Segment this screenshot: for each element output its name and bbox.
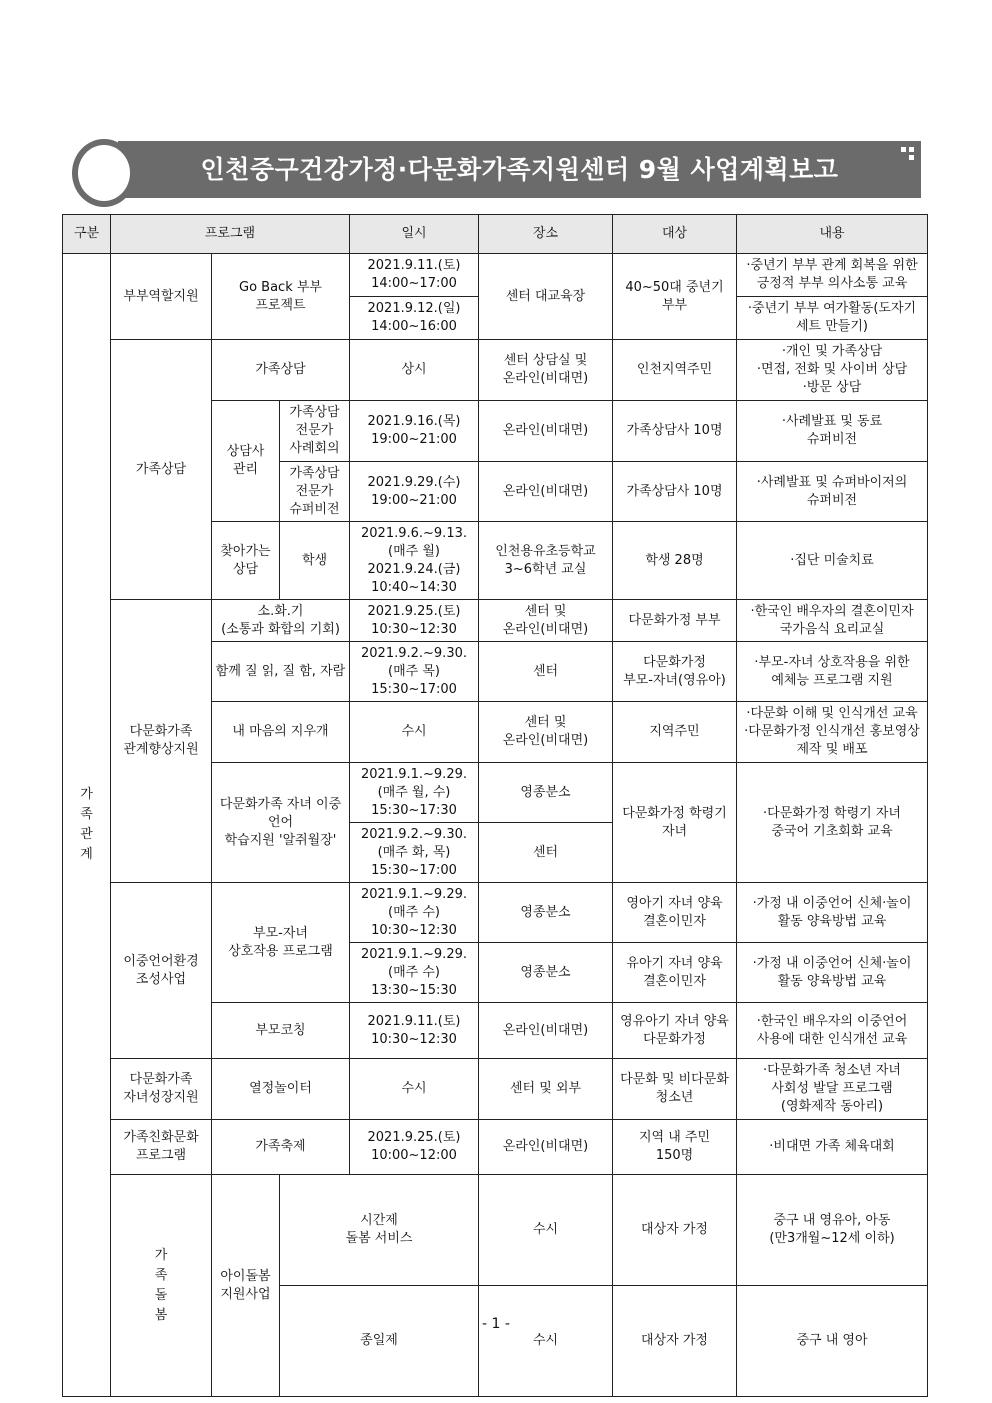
place-cell: 온라인(비대면) bbox=[479, 401, 613, 462]
corner-dots-icon bbox=[901, 147, 915, 161]
content-cell: ·부모-자녀 상호작용을 위한 예체능 프로그램 지원 bbox=[737, 642, 928, 702]
date-cell: 2021.9.25.(토) 10:30~12:30 bbox=[350, 600, 479, 642]
header-place: 장소 bbox=[479, 215, 613, 254]
sub-category: 부부역할지원 bbox=[111, 254, 212, 340]
target-cell: 다문화가정 부부 bbox=[613, 600, 737, 642]
table-row bbox=[63, 1175, 928, 1286]
target-cell: 다문화 및 비다문화 청소년 bbox=[613, 1059, 737, 1120]
content-cell: ·집단 미술치료 bbox=[737, 522, 928, 600]
program-cell: 가족상담 전문가 사례회의 bbox=[280, 401, 350, 462]
header-category: 구분 bbox=[63, 215, 111, 254]
target-cell: 영유아기 자녀 양육 다문화가정 bbox=[613, 1003, 737, 1059]
place-cell: 센터 및 외부 bbox=[479, 1059, 613, 1120]
target-cell: 가족상담사 10명 bbox=[613, 462, 737, 522]
target-cell: 다문화가정 학령기 자녀 bbox=[613, 763, 737, 883]
target-cell: 유아기 자녀 양육 결혼이민자 bbox=[613, 943, 737, 1003]
target-cell: 인천지역주민 bbox=[613, 340, 737, 401]
date-cell: 2021.9.2.~9.30. (매주 목) 15:30~17:00 bbox=[350, 642, 479, 702]
place-cell: 센터 상담실 및 온라인(비대면) bbox=[479, 340, 613, 401]
program-group-cell: 찾아가는 상담 bbox=[212, 522, 280, 600]
place-cell: 센터 bbox=[479, 642, 613, 702]
program-cell: 가족축제 bbox=[212, 1120, 350, 1175]
date-cell: 수시 bbox=[350, 1059, 479, 1120]
header-row bbox=[63, 215, 928, 254]
content-cell: ·중년기 부부 관계 회복을 위한 긍정적 부부 의사소통 교육 bbox=[737, 254, 928, 297]
content-cell: ·중년기 부부 여가활동(도자기 세트 만들기) bbox=[737, 297, 928, 340]
table-row bbox=[63, 883, 928, 943]
sub-category: 다문화가족 자녀성장지원 bbox=[111, 1059, 212, 1120]
category-family-relation: 가족관계 bbox=[63, 254, 111, 1397]
target-cell: 중구 내 영유아, 아동 (만3개월~12세 이하) bbox=[737, 1175, 928, 1286]
program-cell: 가족상담 bbox=[212, 340, 350, 401]
date-cell: 2021.9.1.~9.29. (매주 월, 수) 15:30~17:30 bbox=[350, 763, 479, 823]
date-cell: 2021.9.25.(토) 10:00~12:00 bbox=[350, 1120, 479, 1175]
place-cell: 센터 대교육장 bbox=[479, 254, 613, 340]
content-cell: ·사례발표 및 동료 슈퍼비전 bbox=[737, 401, 928, 462]
date-cell: 수시 bbox=[350, 702, 479, 763]
page-number: - 1 - bbox=[482, 1316, 510, 1332]
date-cell: 2021.9.1.~9.29. (매주 수) 13:30~15:30 bbox=[350, 943, 479, 1003]
date-cell: 수시 bbox=[479, 1175, 613, 1286]
program-cell: 학생 bbox=[280, 522, 350, 600]
place-cell: 대상자 가정 bbox=[613, 1175, 737, 1286]
program-cell: 소.화.기 (소통과 화합의 기회) bbox=[212, 600, 350, 642]
content-cell: ·다문화 이해 및 인식개선 교육 ·다문화가정 인식개선 홍보영상 제작 및 배포 bbox=[737, 702, 928, 763]
target-cell: 40~50대 중년기 부부 bbox=[613, 254, 737, 340]
place-cell: 영종분소 bbox=[479, 943, 613, 1003]
target-cell: 영아기 자녀 양육 결혼이민자 bbox=[613, 883, 737, 943]
sub-category: 이중언어환경 조성사업 bbox=[111, 883, 212, 1059]
place-cell: 온라인(비대면) bbox=[479, 462, 613, 522]
target-cell: 중구 내 영아 bbox=[737, 1286, 928, 1397]
table-row bbox=[63, 1059, 928, 1120]
plan-table bbox=[62, 214, 928, 1397]
place-cell: 인천용유초등학교 3~6학년 교실 bbox=[479, 522, 613, 600]
header-target: 대상 bbox=[613, 215, 737, 254]
sub-category: 가족상담 bbox=[111, 340, 212, 600]
target-cell: 지역주민 bbox=[613, 702, 737, 763]
program-cell: 부모-자녀 상호작용 프로그램 bbox=[212, 883, 350, 1003]
place-cell: 영종분소 bbox=[479, 883, 613, 943]
content-cell: ·사례발표 및 슈퍼바이저의 슈퍼비전 bbox=[737, 462, 928, 522]
date-cell: 2021.9.12.(일) 14:00~16:00 bbox=[350, 297, 479, 340]
target-cell: 학생 28명 bbox=[613, 522, 737, 600]
program-cell: 내 마음의 지우개 bbox=[212, 702, 350, 763]
table-row bbox=[63, 1120, 928, 1175]
header-date: 일시 bbox=[350, 215, 479, 254]
program-cell: Go Back 부부 프로젝트 bbox=[212, 254, 350, 340]
content-cell: ·다문화가족 청소년 자녀 사회성 발달 프로그램 (영화제작 동아리) bbox=[737, 1059, 928, 1120]
program-cell: 다문화가족 자녀 이중언어 학습지원 '알쥐월장' bbox=[212, 763, 350, 883]
place-cell: 온라인(비대면) bbox=[479, 1120, 613, 1175]
program-group-cell: 상담사 관리 bbox=[212, 401, 280, 522]
program-cell: 함께 질 읽, 질 함, 자람 bbox=[212, 642, 350, 702]
table-row bbox=[63, 340, 928, 401]
program-cell: 부모코칭 bbox=[212, 1003, 350, 1059]
date-cell: 2021.9.2.~9.30. (매주 화, 목) 15:30~17:00 bbox=[350, 823, 479, 883]
content-cell: ·한국인 배우자의 이중언어 사용에 대한 인식개선 교육 bbox=[737, 1003, 928, 1059]
sub-category: 다문화가족 관계향상지원 bbox=[111, 600, 212, 883]
place-cell: 센터 및 온라인(비대면) bbox=[479, 600, 613, 642]
category-family-care: 가족돌봄 bbox=[111, 1175, 212, 1397]
target-cell: 지역 내 주민 150명 bbox=[613, 1120, 737, 1175]
content-cell: ·다문화가정 학령기 자녀 중국어 기초회화 교육 bbox=[737, 763, 928, 883]
header-program: 프로그램 bbox=[111, 215, 350, 254]
page-title: 인천중구건강가정·다문화가족지원센터 9월 사업계획보고 bbox=[200, 155, 839, 184]
program-cell: 시간제 돌봄 서비스 bbox=[280, 1175, 479, 1286]
content-cell: ·개인 및 가족상담 ·면접, 전화 및 사이버 상담 ·방문 상담 bbox=[737, 340, 928, 401]
date-cell: 수시 bbox=[479, 1286, 613, 1397]
date-cell: 2021.9.1.~9.29. (매주 수) 10:30~12:30 bbox=[350, 883, 479, 943]
date-cell: 상시 bbox=[350, 340, 479, 401]
table-row bbox=[63, 600, 928, 642]
date-cell: 2021.9.29.(수) 19:00~21:00 bbox=[350, 462, 479, 522]
place-cell: 영종분소 bbox=[479, 763, 613, 823]
program-cell: 종일제 bbox=[280, 1286, 479, 1397]
date-cell: 2021.9.11.(토) 10:30~12:30 bbox=[350, 1003, 479, 1059]
sub-category: 아이돌봄 지원사업 bbox=[212, 1175, 280, 1397]
target-cell: 가족상담사 10명 bbox=[613, 401, 737, 462]
content-cell: ·비대면 가족 체육대회 bbox=[737, 1120, 928, 1175]
program-cell: 가족상담 전문가 슈퍼비전 bbox=[280, 462, 350, 522]
content-cell: ·한국인 배우자의 결혼이민자 국가음식 요리교실 bbox=[737, 600, 928, 642]
content-cell: ·가정 내 이중언어 신체·놀이 활동 양육방법 교육 bbox=[737, 943, 928, 1003]
date-cell: 2021.9.11.(토) 14:00~17:00 bbox=[350, 254, 479, 297]
table-row bbox=[63, 254, 928, 297]
program-cell: 열정놀이터 bbox=[212, 1059, 350, 1120]
date-cell: 2021.9.6.~9.13. (매주 월) 2021.9.24.(금) 10:40~14:30 bbox=[350, 522, 479, 600]
place-cell: 센터 bbox=[479, 823, 613, 883]
content-cell: ·가정 내 이중언어 신체·놀이 활동 양육방법 교육 bbox=[737, 883, 928, 943]
title-banner bbox=[72, 141, 921, 198]
place-cell: 온라인(비대면) bbox=[479, 1003, 613, 1059]
header-content: 내용 bbox=[737, 215, 928, 254]
target-cell: 다문화가정 부모-자녀(영유아) bbox=[613, 642, 737, 702]
sub-category: 가족친화문화 프로그램 bbox=[111, 1120, 212, 1175]
date-cell: 2021.9.16.(목) 19:00~21:00 bbox=[350, 401, 479, 462]
place-cell: 센터 및 온라인(비대면) bbox=[479, 702, 613, 763]
place-cell: 대상자 가정 bbox=[613, 1286, 737, 1397]
